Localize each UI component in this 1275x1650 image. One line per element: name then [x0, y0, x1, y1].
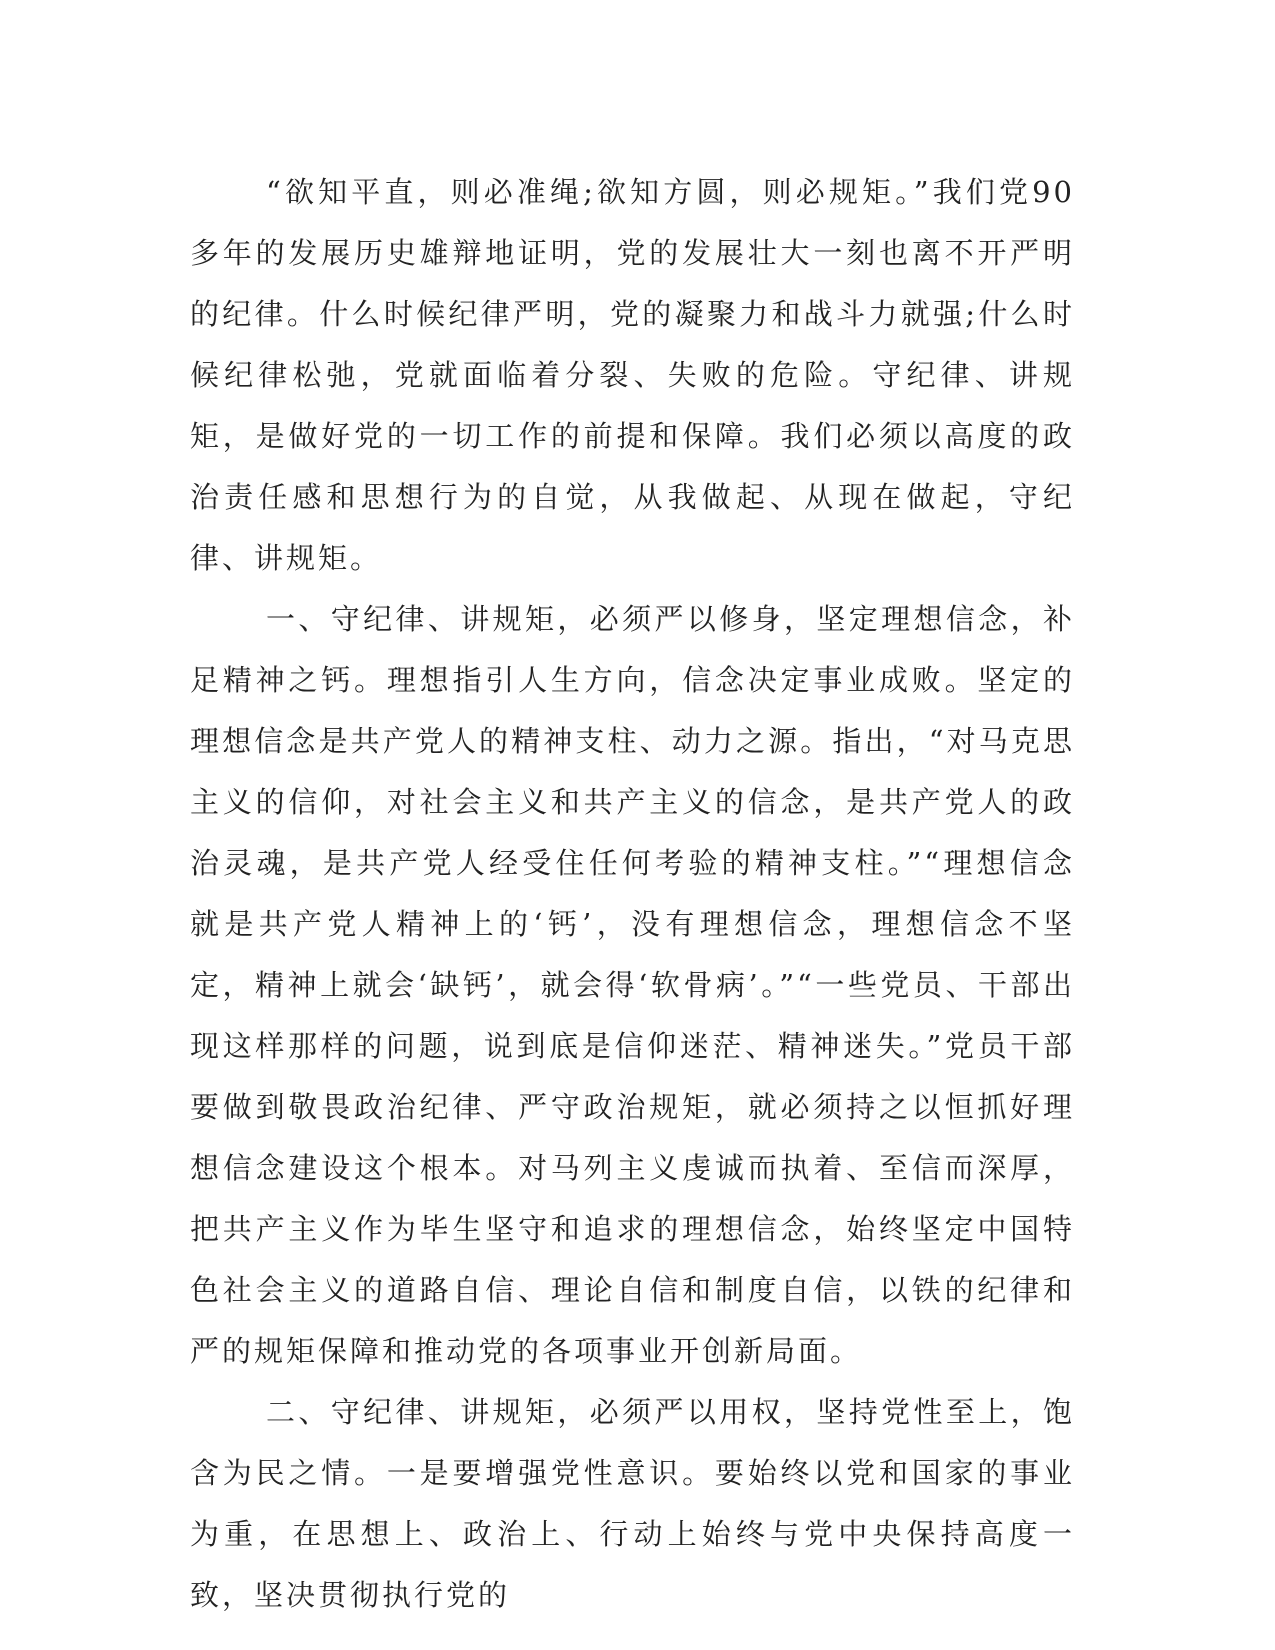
paragraph-section-one: 一、守纪律、讲规矩，必须严以修身，坚定理想信念，补足精神之钙。理想指引人生方向，信念决定事业成败。坚定的理想信念是共产党人的精神支柱、动力之源。指出，“对马克思主义的信仰，对社会主义和共产主义的信念，是共产党人的政治灵魂，是共产党人经受住任何考验的精神支柱。”“理想信念就是共产党人精神上的‘钙’，没有理想信念，理想信念不坚定，精神上就会‘缺钙’，就会得‘软骨病’。”“一些党员、干部出现这样那样的问题，说到底是信仰迷茫、精神迷失。”党员干部要做到敬畏政治纪律、严守政治规矩，就必须持之以恒抓好理想信念建设这个根本。对马列主义虔诚而执着、至信而深厚，把共产主义作为毕生坚守和追求的理想信念，始终坚定中国特色社会主义的道路自信、理论自信和制度自信，以铁的纪律和严的规矩保障和推动党的各项事业开创新局面。	[190, 602, 1075, 1368]
document-body	[190, 162, 1075, 1626]
paragraph-intro: “欲知平直，则必准绳;欲知方圆，则必规矩。”我们党90多年的发展历史雄辩地证明，党的发展壮大一刻也离不开严明的纪律。什么时候纪律严明，党的凝聚力和战斗力就强;什么时候纪律松弛，党就面临着分裂、失败的危险。守纪律、讲规矩，是做好党的一切工作的前提和保障。我们必须以高度的政治责任感和思想行为的自觉，从我做起、从现在做起，守纪律、讲规矩。	[190, 175, 1075, 575]
paragraph-section-two: 二、守纪律、讲规矩，必须严以用权，坚持党性至上，饱含为民之情。一是要增强党性意识。要始终以党和国家的事业为重，在思想上、政治上、行动上始终与党中央保持高度一致，坚决贯彻执行党的	[190, 1395, 1075, 1612]
